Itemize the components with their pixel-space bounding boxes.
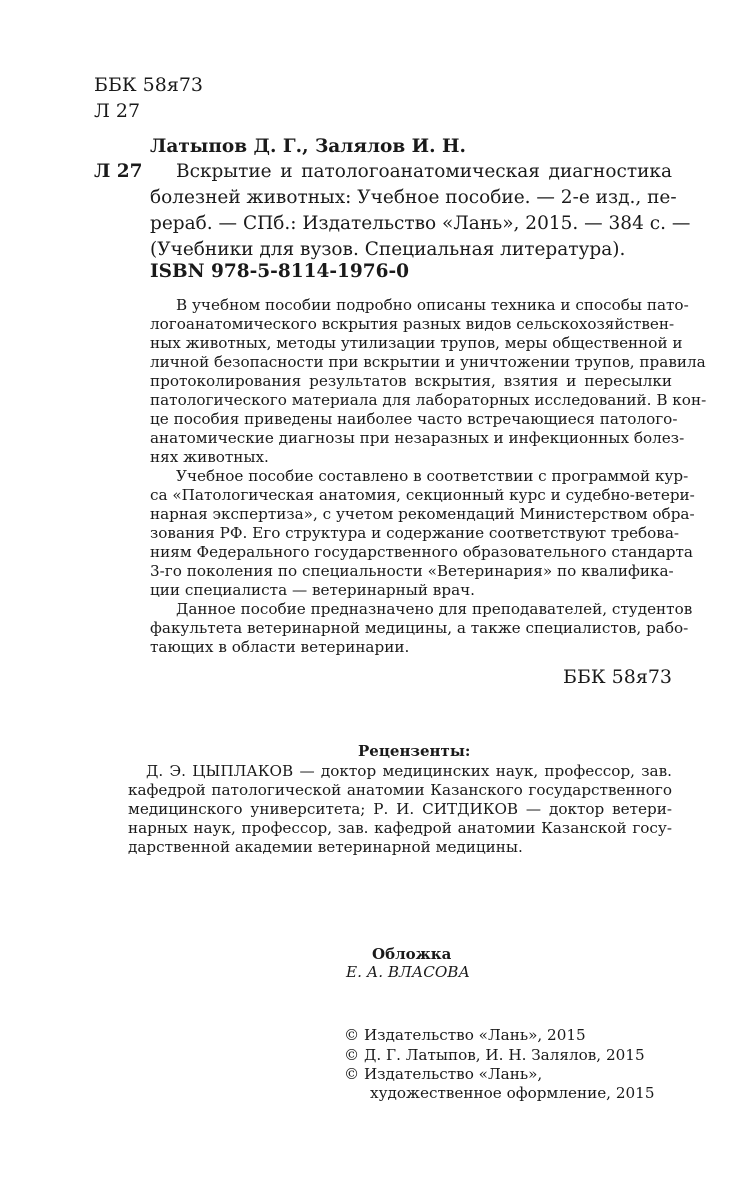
annotation-line: тающих в области ветеринарии. (150, 638, 410, 656)
cover-heading: Обложка (372, 945, 452, 963)
reviewer-line: кафедрой патологической анатомии Казанского государственного (128, 781, 672, 799)
reviewer-line: нарных наук, профессор, зав. кафедрой анатомии Казанской госу- (128, 819, 672, 837)
annotation-line: патологического материала для лабораторных исследований. В кон- (150, 391, 707, 409)
bibliographic-description (150, 161, 691, 265)
annotation-line: зования РФ. Его структура и содержание соответствуют требова- (150, 524, 680, 542)
copyright-line: © Издательство «Лань», (344, 1065, 543, 1083)
description-line: (Учебники для вузов. Специальная литература). (150, 239, 626, 260)
copyright-line: © Д. Г. Латыпов, И. Н. Залялов, 2015 (344, 1046, 645, 1064)
annotation-line: ных животных, методы утилизации трупов, меры общественной и (150, 334, 683, 352)
annotation-line: нях животных. (150, 448, 269, 466)
copyright-line: художественное оформление, 2015 (370, 1084, 655, 1102)
annotation-line: нарная экспертиза», с учетом рекомендаций Министерством обра- (150, 505, 695, 523)
annotation-line: факультета ветеринарной медицины, а также специалистов, рабо- (150, 619, 689, 637)
annotation-line: анатомические диагнозы при незаразных и инфекционных болез- (150, 429, 685, 447)
isbn: ISBN 978-5-8114-1976-0 (150, 261, 410, 282)
description-line: болезней животных: Учебное пособие. — 2-е изд., пе- (150, 187, 677, 208)
reviewer-line: Д. Э. ЦЫПЛАКОВ — доктор медицинских наук, профессор, зав. (146, 762, 672, 780)
authors: Латыпов Д. Г., Залялов И. Н. (150, 136, 466, 157)
annotation-line: В учебном пособии подробно описаны техника и способы пато- (176, 296, 689, 314)
reviewers-heading: Рецензенты: (358, 742, 471, 760)
annotation-line: ции специалиста — ветеринарный врач. (150, 581, 476, 599)
reviewer-line: медицинского университета; Р. И. СИТДИКОВ — доктор ветери- (128, 800, 672, 818)
annotation (150, 296, 707, 656)
udk-code: Л 27 (94, 100, 141, 122)
annotation-line: ниям Федерального государственного образовательного стандарта (150, 543, 693, 561)
annotation-line: логоанатомического вскрытия разных видов сельскохозяйствен- (150, 315, 675, 333)
annotation-line: Учебное пособие составлено в соответствии с программой кур- (176, 467, 689, 485)
bbk-code-top: ББК 58я73 (94, 74, 204, 96)
annotation-line: са «Патологическая анатомия, секционный курс и судебно-ветери- (150, 486, 695, 504)
annotation-line: личной безопасности при вскрытии и уничтожении трупов, правила (150, 353, 706, 371)
description-line: Вскрытие и патологоанатомическая диагностика (176, 161, 672, 182)
annotation-line: це пособия приведены наиболее часто встречающиеся патолого- (150, 410, 678, 428)
catalog-mark: Л 27 (94, 161, 143, 182)
annotation-line: 3-го поколения по специальности «Ветеринария» по квалифика- (150, 562, 674, 580)
reviewers-block (128, 762, 672, 862)
bbk-code-bottom: ББК 58я73 (562, 666, 672, 688)
annotation-line: Данное пособие предназначено для преподавателей, студентов (176, 600, 693, 618)
reviewer-line: дарственной академии ветеринарной медицины. (128, 838, 523, 856)
cover-designer: Е. А. ВЛАСОВА (346, 963, 470, 981)
description-line: рераб. — СПб.: Издательство «Лань», 2015. — 384 с. — (150, 213, 691, 234)
annotation-line: протоколирования результатов вскрытия, взятия и пересылки (150, 372, 672, 390)
copyright-line: © Издательство «Лань», 2015 (344, 1026, 586, 1044)
